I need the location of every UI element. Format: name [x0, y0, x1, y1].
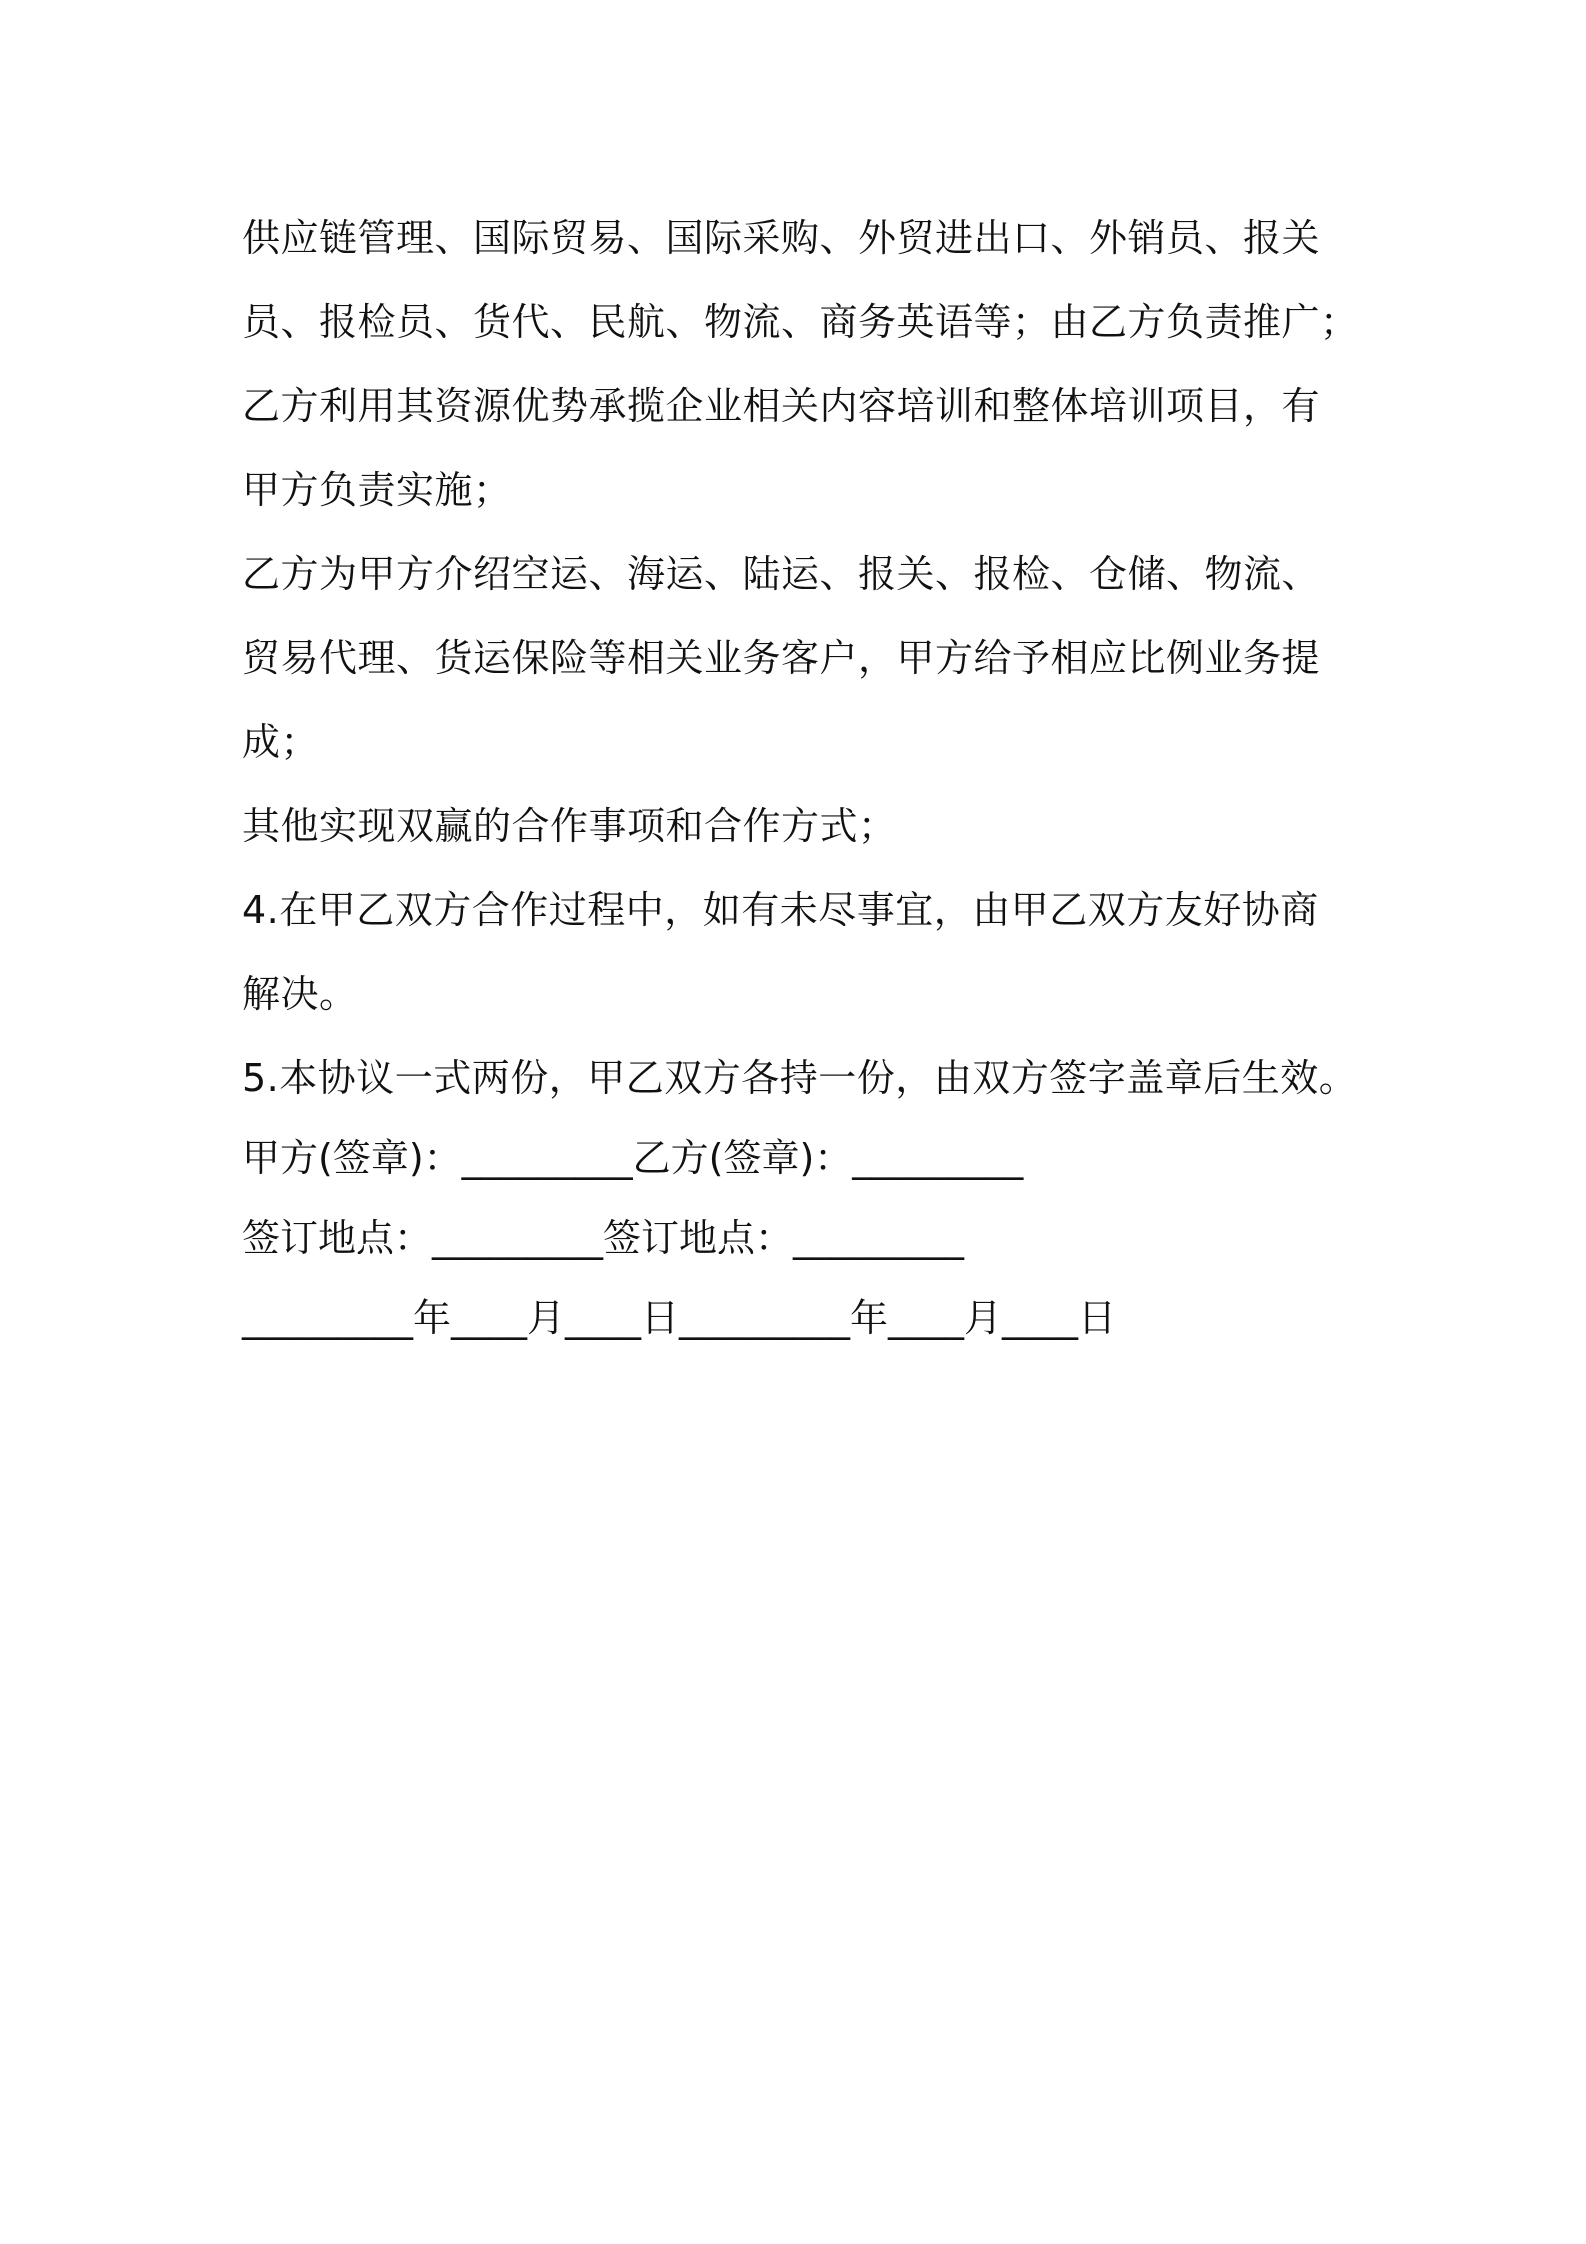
- clause-4-line-2: 解决。: [242, 972, 358, 1016]
- signature-location-row: 签订地点：_________签订地点：_________: [242, 1216, 965, 1260]
- signature-party-row: 甲方(签章)：_________乙方(签章)：_________: [242, 1136, 1024, 1180]
- paragraph-3-line-2: 贸易代理、货运保险等相关业务客户，甲方给予相应比例业务提: [242, 636, 1321, 680]
- paragraph-3-line-1: 乙方为甲方介绍空运、海运、陆运、报关、报检、仓储、物流、: [242, 552, 1321, 596]
- paragraph-4-line-1: 其他实现双赢的合作事项和合作方式；: [242, 804, 897, 848]
- paragraph-1-line-2: 员、报检员、货代、民航、物流、商务英语等；由乙方负责推广；: [242, 300, 1359, 344]
- signature-date-row: _________年____月____日_________年____月____日: [242, 1296, 1117, 1340]
- paragraph-2-line-2: 甲方负责实施；: [242, 468, 512, 512]
- clause-5-line-1: 5.本协议一式两份，甲乙双方各持一份，由双方签字盖章后生效。: [242, 1056, 1358, 1100]
- paragraph-1-line-1: 供应链管理、国际贸易、国际采购、外贸进出口、外销员、报关: [242, 216, 1321, 260]
- document-body: [242, 196, 1362, 1120]
- clause-4-line-1: 4.在甲乙双方合作过程中，如有未尽事宜，由甲乙双方友好协商: [242, 888, 1319, 932]
- signature-block: [242, 1118, 1362, 1358]
- paragraph-3-line-3: 成；: [242, 720, 320, 764]
- paragraph-2-line-1: 乙方利用其资源优势承揽企业相关内容培训和整体培训项目，有: [242, 384, 1321, 428]
